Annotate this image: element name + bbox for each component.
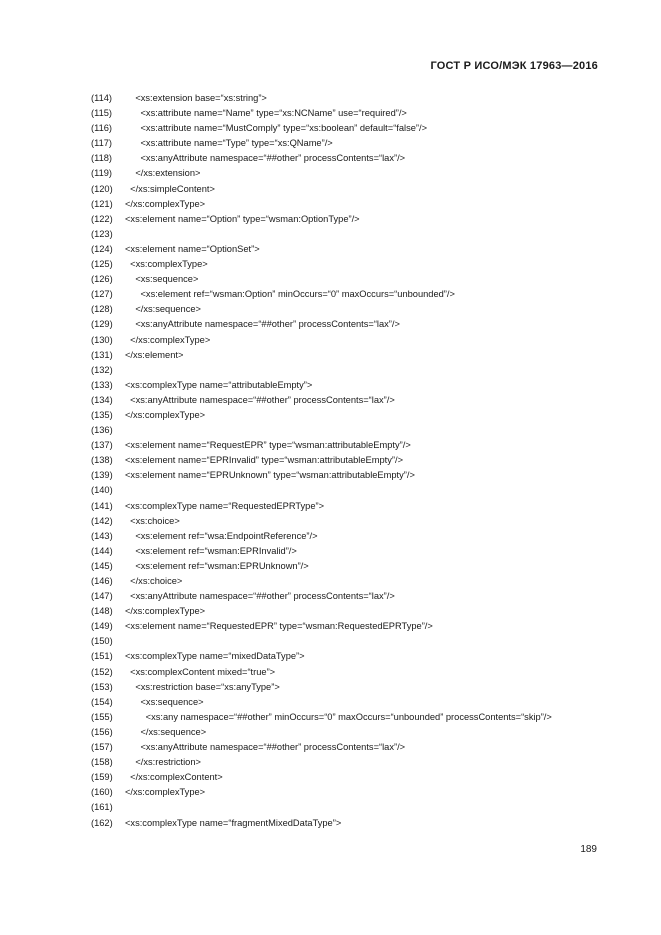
line-number: (131): [91, 349, 113, 360]
line-number: (156): [91, 726, 113, 737]
code-line: [91, 348, 621, 363]
line-number: (117): [91, 138, 113, 149]
code-line: [91, 91, 621, 106]
line-number: (143): [91, 530, 113, 541]
code-line: [91, 227, 621, 242]
line-number: (150): [91, 636, 113, 647]
code-text: <xs:sequence>: [125, 274, 199, 285]
code-text: </xs:complexType>: [125, 787, 206, 798]
code-line: [91, 453, 621, 468]
code-text: <xs:complexType name=“fragmentMixedDataType”>: [125, 817, 342, 828]
line-number: (162): [91, 817, 113, 828]
code-line: [91, 514, 621, 529]
code-line: [91, 151, 621, 166]
line-number: (141): [91, 500, 113, 511]
code-line: [91, 242, 621, 257]
line-number: (114): [91, 93, 113, 103]
line-number: (132): [91, 364, 113, 375]
line-number: (149): [91, 621, 113, 632]
code-text: <xs:element ref=“wsman:Option” minOccurs=“0” maxOccurs=“unbounded”/>: [125, 289, 455, 300]
code-line: [91, 272, 621, 287]
code-text: <xs:element name=“EPRInvalid” type=“wsman:attributableEmpty”/>: [125, 455, 403, 466]
code-text: <xs:anyAttribute namespace=“##other” processContents=“lax”/>: [125, 394, 395, 405]
code-line: [91, 574, 621, 589]
line-number: (136): [91, 425, 113, 436]
code-line: [91, 197, 621, 212]
line-number: (124): [91, 243, 113, 254]
line-number: (151): [91, 651, 113, 662]
code-line: [91, 755, 621, 770]
line-number: (130): [91, 334, 113, 345]
code-line: [91, 604, 621, 619]
code-text: </xs:extension>: [125, 168, 201, 179]
code-text: </xs:choice>: [125, 576, 183, 586]
code-text: <xs:restriction base=“xs:anyType”>: [125, 681, 280, 692]
line-number: (140): [91, 485, 113, 496]
code-text: <xs:element name=“RequestEPR” type=“wsman:attributableEmpty”/>: [125, 440, 411, 451]
code-text: <xs:complexType name=“mixedDataType”>: [125, 651, 305, 662]
line-number: (154): [91, 696, 113, 707]
code-line: [91, 408, 621, 423]
code-line: [91, 182, 621, 197]
line-number: (148): [91, 606, 113, 617]
code-line: [91, 136, 621, 151]
line-number: (119): [91, 168, 113, 179]
line-number: (135): [91, 409, 113, 420]
code-line: [91, 363, 621, 378]
code-text: </xs:complexType>: [125, 606, 206, 617]
code-text: <xs:any namespace=“##other” minOccurs=“0” maxOccurs=“unbounded” processContents=“skip”/>: [125, 711, 552, 722]
document-header: ГОСТ Р ИСО/МЭК 17963—2016: [430, 60, 598, 72]
code-text: <xs:extension base=“xs:string”>: [125, 93, 267, 103]
line-number: (123): [91, 228, 113, 239]
code-text: </xs:complexType>: [125, 409, 206, 420]
code-line: [91, 212, 621, 227]
code-text: </xs:simpleContent>: [125, 183, 215, 194]
code-line: [91, 710, 621, 725]
code-line: [91, 800, 621, 815]
code-line: [91, 770, 621, 785]
line-number: (127): [91, 289, 113, 300]
code-line: [91, 423, 621, 438]
code-listing: [91, 91, 621, 831]
code-line: [91, 499, 621, 514]
line-number: (158): [91, 757, 113, 768]
code-text: <xs:attribute name=“Type” type=“xs:QName”/>: [125, 138, 333, 149]
line-number: (157): [91, 742, 113, 753]
line-number: (134): [91, 394, 113, 405]
line-number: (128): [91, 304, 113, 315]
code-line: [91, 106, 621, 121]
code-line: [91, 529, 621, 544]
code-text: <xs:element name=“RequestedEPR” type=“wsman:RequestedEPRType”/>: [125, 621, 433, 632]
line-number: (144): [91, 545, 113, 556]
code-text: <xs:anyAttribute namespace=“##other” processContents=“lax”/>: [125, 742, 406, 753]
line-number: (118): [91, 153, 113, 164]
line-number: (126): [91, 274, 113, 285]
code-text: <xs:element name=“Option” type=“wsman:OptionType”/>: [125, 213, 360, 224]
code-line: [91, 317, 621, 332]
code-line: [91, 680, 621, 695]
code-line: [91, 378, 621, 393]
code-line: [91, 740, 621, 755]
code-line: [91, 785, 621, 800]
code-text: <xs:anyAttribute namespace=“##other” processContents=“lax”/>: [125, 591, 395, 602]
line-number: (120): [91, 183, 113, 194]
code-text: </xs:restriction>: [125, 757, 201, 768]
code-text: </xs:sequence>: [125, 726, 207, 737]
code-text: <xs:complexType name=“RequestedEPRType”>: [125, 500, 325, 511]
line-number: (121): [91, 198, 113, 209]
code-line: [91, 302, 621, 317]
code-line: [91, 121, 621, 136]
line-number: (125): [91, 259, 113, 270]
code-line: [91, 166, 621, 181]
code-line: [91, 333, 621, 348]
code-text: </xs:element>: [125, 349, 184, 360]
line-number: (116): [91, 123, 113, 134]
line-number: (129): [91, 319, 113, 330]
code-text: <xs:attribute name=“Name” type=“xs:NCName” use=“required”/>: [125, 108, 407, 119]
code-line: [91, 559, 621, 574]
line-number: (137): [91, 440, 113, 451]
code-text: <xs:complexType>: [125, 259, 208, 270]
line-number: (147): [91, 591, 113, 602]
code-line: [91, 438, 621, 453]
line-number: (152): [91, 666, 113, 677]
code-line: [91, 287, 621, 302]
line-number: (146): [91, 576, 113, 586]
code-text: </xs:complexType>: [125, 334, 211, 345]
line-number: (122): [91, 213, 113, 224]
line-number: (153): [91, 681, 113, 692]
code-line: [91, 468, 621, 483]
code-text: <xs:anyAttribute namespace=“##other” processContents=“lax”/>: [125, 153, 406, 164]
line-number: (139): [91, 470, 113, 481]
code-line: [91, 393, 621, 408]
code-line: [91, 589, 621, 604]
code-text: <xs:element ref=“wsman:EPRInvalid”/>: [125, 545, 297, 556]
code-line: [91, 619, 621, 634]
code-line: [91, 665, 621, 680]
code-text: <xs:choice>: [125, 515, 180, 526]
code-text: </xs:complexContent>: [125, 772, 223, 783]
line-number: (159): [91, 772, 113, 783]
code-text: <xs:element name=“OptionSet”>: [125, 243, 260, 254]
line-number: (142): [91, 515, 113, 526]
page-number: 189: [580, 844, 597, 855]
code-text: <xs:attribute name=“MustComply” type=“xs:boolean” default=“false”/>: [125, 123, 428, 134]
code-text: </xs:complexType>: [125, 198, 206, 209]
line-number: (155): [91, 711, 113, 722]
line-number: (145): [91, 560, 113, 571]
code-text: <xs:sequence>: [125, 696, 204, 707]
line-number: (161): [91, 802, 113, 813]
line-number: (138): [91, 455, 113, 466]
code-line: [91, 816, 621, 831]
line-number: (160): [91, 787, 113, 798]
code-line: [91, 634, 621, 649]
code-line: [91, 257, 621, 272]
code-line: [91, 483, 621, 498]
code-text: <xs:element name=“EPRUnknown” type=“wsman:attributableEmpty”/>: [125, 470, 415, 481]
line-number: (115): [91, 108, 113, 119]
code-text: <xs:complexContent mixed=“true”>: [125, 666, 276, 677]
line-number: (133): [91, 379, 113, 390]
code-line: [91, 649, 621, 664]
code-line: [91, 544, 621, 559]
code-text: <xs:element ref=“wsman:EPRUnknown”/>: [125, 560, 309, 571]
code-text: <xs:element ref=“wsa:EndpointReference”/>: [125, 530, 318, 541]
code-line: [91, 725, 621, 740]
code-text: <xs:complexType name=“attributableEmpty”>: [125, 379, 313, 390]
code-text: </xs:sequence>: [125, 304, 201, 315]
code-line: [91, 695, 621, 710]
code-text: <xs:anyAttribute namespace=“##other” processContents=“lax”/>: [125, 319, 400, 330]
